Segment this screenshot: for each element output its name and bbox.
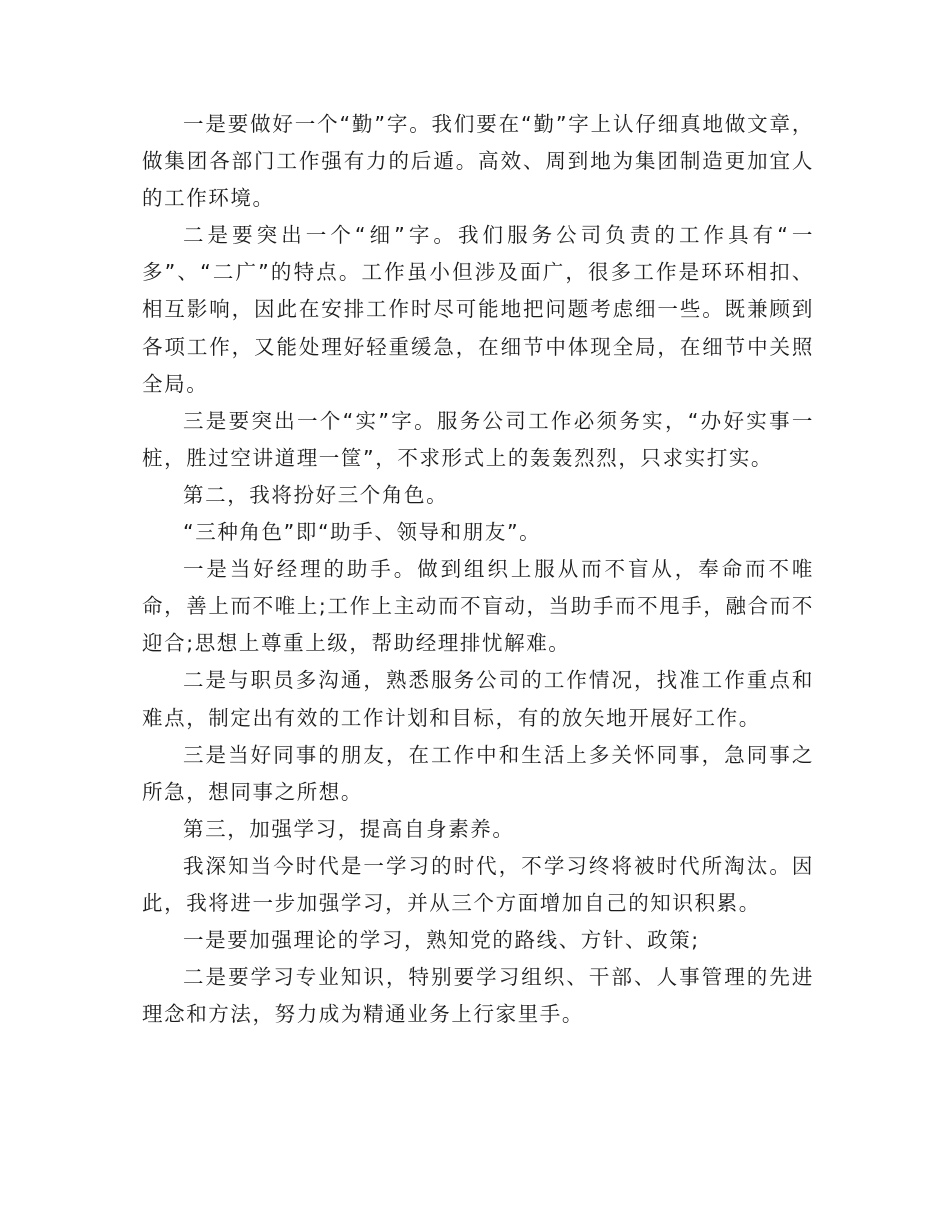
paragraph-5: “三种角色”即“助手、领导和朋友”。 bbox=[183, 520, 542, 545]
paragraph-12: 二是要学习专业知识，特别要学习组织、干部、人事管理的先进理念和方法，努力成为精通业务上行家里手。 bbox=[142, 965, 814, 1027]
paragraph-4: 第二，我将扮好三个角色。 bbox=[183, 482, 449, 507]
paragraph-6: 一是当好经理的助手。做到组织上服从而不盲从，奉命而不唯命，善上而不唯上;工作上主动而不盲动，当助手而不甩手，融合而不迎合;思想上尊重上级，帮助经理排忧解难。 bbox=[142, 557, 814, 656]
document-body bbox=[142, 106, 814, 1033]
paragraph-7: 二是与职员多沟通，熟悉服务公司的工作情况，找准工作重点和难点，制定出有效的工作计划和目标，有的放矢地开展好工作。 bbox=[142, 668, 814, 730]
paragraph-10: 我深知当今时代是一学习的时代，不学习终将被时代所淘汰。因此，我将进一步加强学习，并从三个方面增加自己的知识积累。 bbox=[142, 853, 814, 915]
paragraph-3: 三是要突出一个“实”字。服务公司工作必须务实，“办好实事一桩，胜过空讲道理一筐”，不求形式上的轰轰烈烈，只求实打实。 bbox=[142, 408, 814, 470]
paragraph-9: 第三，加强学习，提高自身素养。 bbox=[183, 816, 515, 841]
paragraph-1: 一是要做好一个“勤”字。我们要在“勤”字上认仔细真地做文章，做集团各部门工作强有力的后遁。高效、周到地为集团制造更加宜人的工作环境。 bbox=[142, 112, 814, 211]
paragraph-2: 二是要突出一个“细”字。我们服务公司负责的工作具有“一多”、“二广”的特点。工作虽小但涉及面广，很多工作是环环相扣、相互影响，因此在安排工作时尽可能地把问题考虑细一些。既兼顾到各项工作，又能处理好轻重缓急，在细节中体现全局，在细节中关照全局。 bbox=[142, 223, 814, 396]
paragraph-8: 三是当好同事的朋友，在工作中和生活上多关怀同事，急同事之所急，想同事之所想。 bbox=[142, 742, 814, 804]
paragraph-11: 一是要加强理论的学习，熟知党的路线、方针、政策; bbox=[183, 928, 700, 953]
